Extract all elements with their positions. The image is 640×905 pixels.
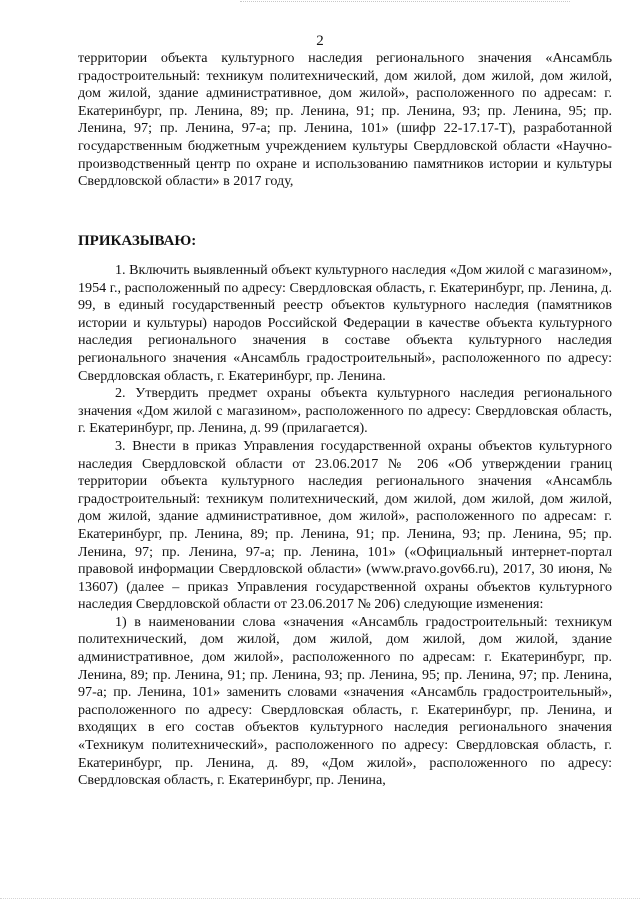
paragraph-subitem-1: 1) в наименовании слова «значения «Ансамбль градостроительный: техникум политехнический, дом жилой, дом жилой, дом жилой, дом жилой, здание административное, дом жилой», расположенного по адресам: г. Екатеринбург, пр. Ленина, 89; пр. Ленина, 91; пр. Ленина, 93; пр. Ленина, 95; пр. Ленина, 97; пр. Ленина, 97-а; пр. Ленина, 101» заменить словами «значения «Ансамбль градостроительный», расположенного по адресу: Свердловская область, г. Екатеринбург, пр. Ленина, и входящих в его состав объектов культурного наследия регионального значения «Техникум политехнический», расположенного по адресу: Свердловская область, г. Екатеринбург, пр. Ленина, д. 89, «Дом жилой», расположенного по адресу: Свердловская область, г. Екатеринбург, пр. Ленина, (78, 613, 612, 789)
order-body (78, 262, 612, 790)
paragraph-item-1: 1. Включить выявленный объект культурного наследия «Дом жилой с магазином», 1954 г., расположенный по адресу: Свердловская область, г. Екатеринбург, пр. Ленина, д. 99, в единый государственный реестр объектов культурного наследия (памятников истории и культуры) народов Российской Федерации в качестве объекта культурного наследия регионального значения в составе объекта культурного наследия регионального значения «Ансамбль градостроительный», расположенного по адресу: Свердловская область, г. Екатеринбург, пр. Ленина. (78, 262, 612, 384)
scan-artifact-top (240, 1, 570, 6)
intro-paragraph: территории объекта культурного наследия регионального значения «Ансамбль градостроительный: техникум политехнический, дом жилой, дом жилой, дом жилой, дом жилой, здание административное, дом жилой», расположенного по адресам: г. Екатеринбург, пр. Ленина, 89; пр. Ленина, 91; пр. Ленина, 93; пр. Ленина, 95; пр. Ленина, 97; пр. Ленина, 97-а; пр. Ленина, 101» (шифр 22-17.17-Т), разработанной государственным бюджетным учреждением культуры Свердловской области «Научно-производственный центр по охране и использованию памятников истории и культуры Свердловской области» в 2017 году, (78, 50, 612, 190)
scan-artifact-bottom (0, 898, 640, 903)
order-heading: ПРИКАЗЫВАЮ: (78, 233, 197, 249)
page-number: 2 (316, 33, 324, 49)
paragraph-item-2: 2. Утвердить предмет охраны объекта культурного наследия регионального значения «Дом жилой с магазином», расположенного по адресу: Свердловская область, г. Екатеринбург, пр. Ленина, д. 99 (прилагается). (78, 385, 612, 437)
paragraph-item-3: 3. Внести в приказ Управления государственной охраны объектов культурного наследия Свердловской области от 23.06.2017 № 206 «Об утверждении границ территории объекта культурного наследия регионального значения «Ансамбль градостроительный: техникум политехнический, дом жилой, дом жилой, дом жилой, дом жилой, здание административное, дом жилой», расположенного по адресам: г. Екатеринбург, пр. Ленина, 89; пр. Ленина, 91; пр. Ленина, 93; пр. Ленина, 95; пр. Ленина, 97; пр. Ленина, 97-а; пр. Ленина, 101» («Официальный интернет-портал правовой информации Свердловской области» (www.pravo.gov66.ru), 2017, 30 июня, № 13607) (далее – приказ Управления государственной охраны объектов культурного наследия Свердловской области от 23.06.2017 № 206) следующие изменения: (78, 437, 612, 613)
